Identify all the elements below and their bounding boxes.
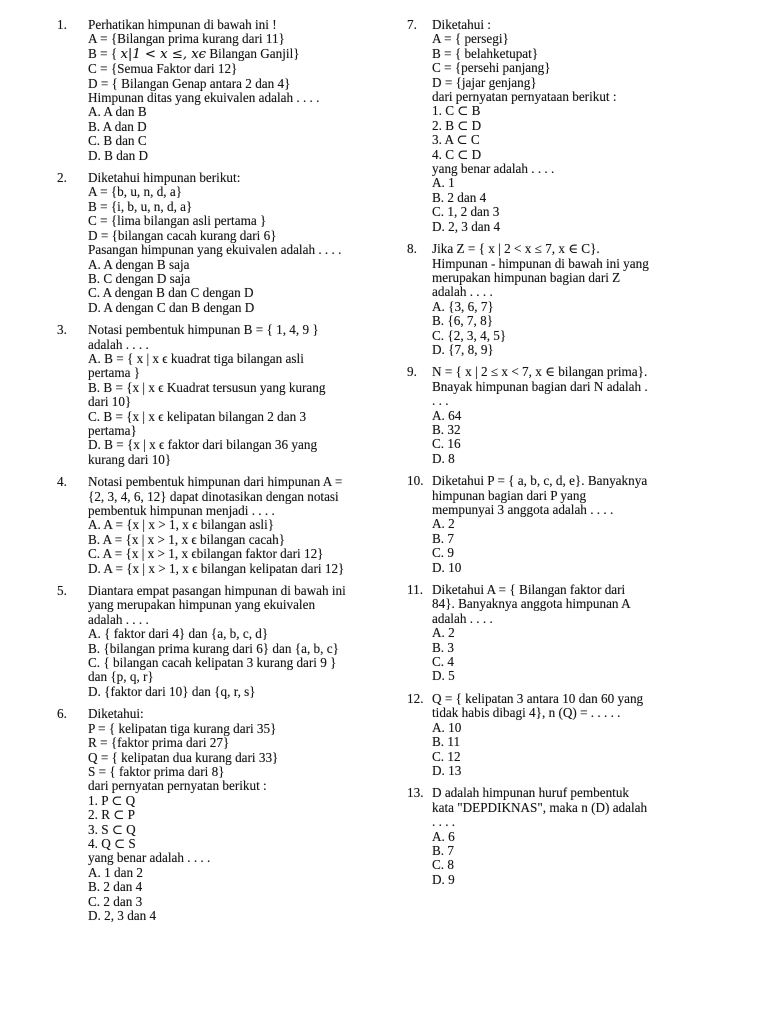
question-line: C. 8 xyxy=(432,857,454,873)
question xyxy=(407,365,762,466)
question-line: D. 5 xyxy=(432,668,455,684)
question-line: 2. R ⊂ P xyxy=(88,807,135,823)
question-body xyxy=(432,786,762,887)
question-line: Diketahui P = { a, b, c, d, e}. Banyaknya xyxy=(432,473,648,489)
question-line: A. 6 xyxy=(432,828,455,844)
question-body xyxy=(88,171,402,315)
column-right xyxy=(407,18,762,895)
question-line: Perhatikan himpunan di bawah ini ! xyxy=(88,17,277,32)
question-line: yang benar adalah . . . . xyxy=(432,161,555,177)
question-line: P = { kelipatan tiga kurang dari 35} xyxy=(88,720,277,736)
question-number: 5. xyxy=(57,583,67,599)
question-line: B. 2 dan 4 xyxy=(432,189,487,205)
question-line: Bnayak himpunan bagian dari N adalah . xyxy=(432,378,648,394)
question-line: {2, 3, 4, 6, 12} dapat dinotasikan dengan notasi xyxy=(88,488,339,504)
math-line-prefix: B = { xyxy=(88,45,121,61)
question-line: Diketahui himpunan berikut: xyxy=(88,170,241,186)
question xyxy=(57,584,402,699)
question-line: A. 2 xyxy=(432,625,455,641)
question-line: B. {bilangan prima kurang dari 6} dan {a, b, c} xyxy=(88,640,339,656)
question-line: tidak habis dibagi 4}, n (Q) = . . . . . xyxy=(432,705,621,721)
question-line: adalah . . . . xyxy=(88,336,149,352)
question-line: 1. P ⊂ Q xyxy=(88,792,136,808)
question-line: C = {lima bilangan asli pertama } xyxy=(88,213,267,229)
question-line: Himpunan - himpunan di bawah ini yang xyxy=(432,255,649,271)
question-line: D. 8 xyxy=(432,450,455,466)
question-body xyxy=(88,475,402,576)
question-line: A. {3, 6, 7} xyxy=(432,298,494,314)
question-line: Himpunan ditas yang ekuivalen adalah . . . . xyxy=(88,90,320,106)
question-line: mempunyai 3 anggota adalah . . . . xyxy=(432,502,614,517)
question-body xyxy=(88,18,402,163)
question-line: B. 11 xyxy=(432,734,461,750)
question-line: C. 16 xyxy=(432,436,461,452)
question-line: A = {b, u, n, d, a} xyxy=(88,184,183,200)
question-line: Notasi pembentuk himpunan B = { 1, 4, 9 } xyxy=(88,322,319,338)
question-number: 12. xyxy=(407,690,424,706)
question-line: Diketahui : xyxy=(432,17,491,32)
question-line: D. B dan D xyxy=(88,147,149,163)
question-line: A. A dan B xyxy=(88,104,147,120)
question-line: 3. A ⊂ C xyxy=(432,132,480,148)
question-line: A. A = {x | x > 1, x ϵ bilangan asli} xyxy=(88,517,275,533)
question-line: dari 10} xyxy=(88,394,132,410)
question-line: D adalah himpunan huruf pembentuk xyxy=(432,785,630,801)
question-body xyxy=(432,692,762,778)
question-line: D = { Bilangan Genap antara 2 dan 4} xyxy=(88,75,291,91)
question xyxy=(407,692,762,778)
question-body xyxy=(88,707,402,923)
question-line: B. 7 xyxy=(432,530,454,546)
question-line: D. 9 xyxy=(432,871,455,887)
question-line: N = { x | 2 ≤ x < 7, x ∈ bilangan prima}. xyxy=(432,364,648,380)
question-number: 3. xyxy=(57,322,67,338)
question-number: 6. xyxy=(57,706,67,722)
question-body xyxy=(432,242,762,357)
question-line: himpunan bagian dari P yang xyxy=(432,487,587,503)
question-line: Jika Z = { x | 2 < x ≤ 7, x ∈ C}. xyxy=(432,241,600,257)
question-line: 2. B ⊂ D xyxy=(432,117,482,133)
question-body xyxy=(88,323,402,467)
question-line: Diantara empat pasangan himpunan di bawah ini xyxy=(88,583,346,599)
question xyxy=(57,18,402,163)
question-line: B. {6, 7, 8} xyxy=(432,313,494,329)
question-line: B. A dan D xyxy=(88,118,147,134)
question-line: Notasi pembentuk himpunan dari himpunan A = xyxy=(88,474,343,490)
question-line: C. 9 xyxy=(432,545,454,561)
question-line: 3. S ⊂ Q xyxy=(88,821,136,837)
question-line: Pasangan himpunan yang ekuivalen adalah . . . . xyxy=(88,242,342,258)
question-line: C. B dan C xyxy=(88,133,147,149)
question-line: C = {persehi panjang} xyxy=(432,60,551,76)
question-line: A. 1 dan 2 xyxy=(88,864,143,880)
question-line: A = { persegi} xyxy=(432,31,509,47)
question-line: B = { belahketupat} xyxy=(432,45,539,61)
column-left xyxy=(57,18,402,931)
question-line: D. {7, 8, 9} xyxy=(432,341,494,357)
question-line: . . . . xyxy=(432,814,456,830)
question xyxy=(407,242,762,357)
question xyxy=(57,171,402,315)
question-number: 4. xyxy=(57,474,67,490)
question-line: yang merupakan himpunan yang ekuivalen xyxy=(88,597,316,613)
question-line: Q = { kelipatan 3 antara 10 dan 60 yang xyxy=(432,690,644,706)
question-line: kurang dari 10} xyxy=(88,451,172,467)
question-line: C = {Semua Faktor dari 12} xyxy=(88,61,238,77)
question-number: 7. xyxy=(407,17,417,32)
question-line: S = { faktor prima dari 8} xyxy=(88,763,225,779)
question-line: . . . xyxy=(432,393,449,409)
question-line: dari pernyatan pernyataan berikut : xyxy=(432,89,617,105)
question-line: D. A dengan C dan B dengan D xyxy=(88,299,255,315)
question-line: B. 2 dan 4 xyxy=(88,879,143,895)
question-number: 8. xyxy=(407,241,417,257)
question-line: D. 13 xyxy=(432,762,462,778)
question-line: A. 1 xyxy=(432,175,455,191)
question-line: 4. Q ⊂ S xyxy=(88,835,136,851)
question-line: A. 10 xyxy=(432,719,462,735)
question-line: C. { bilangan cacah kelipatan 3 kurang dari 9 } xyxy=(88,655,337,671)
question xyxy=(407,474,762,575)
question-line: B. C dengan D saja xyxy=(88,270,191,286)
question-line: 4. C ⊂ D xyxy=(432,146,482,162)
question-line: A. A dengan B saja xyxy=(88,256,190,272)
question-line: pertama } xyxy=(88,365,141,381)
question-line: D. A = {x | x > 1, x ϵ bilangan kelipatan dari 12} xyxy=(88,560,345,576)
question-line: D. 10 xyxy=(432,559,462,575)
question-line: pembentuk himpunan menjadi . . . . xyxy=(88,503,275,518)
question-body xyxy=(432,18,762,234)
question-line xyxy=(88,47,402,62)
question-line: D = {bilangan cacah kurang dari 6} xyxy=(88,227,277,243)
question-body xyxy=(432,474,762,575)
question-line: pertama} xyxy=(88,422,137,438)
question-line: C. {2, 3, 4, 5} xyxy=(432,327,507,343)
question-line: D. {faktor dari 10} dan {q, r, s} xyxy=(88,683,256,699)
question-number: 2. xyxy=(57,170,67,186)
question xyxy=(407,583,762,684)
question-line: C. 4 xyxy=(432,654,454,670)
question-line: B. A = {x | x > 1, x ϵ bilangan cacah} xyxy=(88,531,286,547)
question-line: C. A dengan B dan C dengan D xyxy=(88,285,254,301)
question-line: C. B = {x | x ϵ kelipatan bilangan 2 dan 3 xyxy=(88,408,307,424)
question-body xyxy=(432,583,762,684)
question-number: 11. xyxy=(407,582,423,598)
question-line: R = {faktor prima dari 27} xyxy=(88,735,230,751)
question-line: A = {Bilangan prima kurang dari 11} xyxy=(88,31,285,47)
question-line: A. { faktor dari 4} dan {a, b, c, d} xyxy=(88,626,269,642)
question-number: 10. xyxy=(407,473,424,489)
question-line: D = {jajar genjang} xyxy=(432,74,537,90)
question-line: D. B = {x | x ϵ faktor dari bilangan 36 yang xyxy=(88,437,318,453)
question xyxy=(407,786,762,887)
question-line: B = {i, b, u, n, d, a} xyxy=(88,198,193,214)
question-line: adalah . . . . xyxy=(432,610,493,626)
question-line: Diketahui A = { Bilangan faktor dari xyxy=(432,582,626,598)
question-line: C. 2 dan 3 xyxy=(88,893,143,909)
question-body xyxy=(88,584,402,699)
question xyxy=(57,707,402,923)
question-line: Q = { kelipatan dua kurang dari 33} xyxy=(88,749,279,765)
question-line: C. A = {x | x > 1, x ϵbilangan faktor dari 12} xyxy=(88,546,324,562)
question-line: adalah . . . . xyxy=(432,284,493,300)
question-line: dari pernyatan pernyatan berikut : xyxy=(88,778,267,794)
question-line: kata "DEPDIKNAS", maka n (D) adalah xyxy=(432,799,648,815)
question-line: A. 2 xyxy=(432,516,455,532)
question xyxy=(57,323,402,467)
question-number: 1. xyxy=(57,17,67,32)
question-number: 9. xyxy=(407,364,417,380)
question-line: B. B = {x | x ϵ Kuadrat tersusun yang kurang xyxy=(88,379,326,395)
question-line: adalah . . . . xyxy=(88,611,149,627)
question-line: yang benar adalah . . . . xyxy=(88,850,211,866)
question-line: A. B = { x | x ϵ kuadrat tiga bilangan asli xyxy=(88,350,304,366)
question-line: dan {p, q, r} xyxy=(88,669,154,685)
question-body xyxy=(432,365,762,466)
question-line: 84}. Banyaknya anggota himpunan A xyxy=(432,596,631,612)
question xyxy=(57,475,402,576)
question-line: A. 64 xyxy=(432,407,462,423)
question-line: B. 3 xyxy=(432,639,454,655)
question-line: Diketahui: xyxy=(88,706,144,722)
math-line-suffix: Bilangan Ganjil} xyxy=(206,45,300,61)
question-line: C. 1, 2 dan 3 xyxy=(432,204,500,220)
question xyxy=(407,18,762,234)
question-line: B. 32 xyxy=(432,421,461,437)
question-line: D. 2, 3 dan 4 xyxy=(432,218,501,234)
question-line: C. 12 xyxy=(432,748,461,764)
question-line: D. 2, 3 dan 4 xyxy=(88,907,157,923)
math-expression: x|1 < x ≤, xϵ xyxy=(120,46,207,62)
question-line: 1. C ⊂ B xyxy=(432,103,481,119)
question-number: 13. xyxy=(407,785,424,801)
question-line: B. 7 xyxy=(432,842,454,858)
question-line: merupakan himpunan bagian dari Z xyxy=(432,269,621,285)
